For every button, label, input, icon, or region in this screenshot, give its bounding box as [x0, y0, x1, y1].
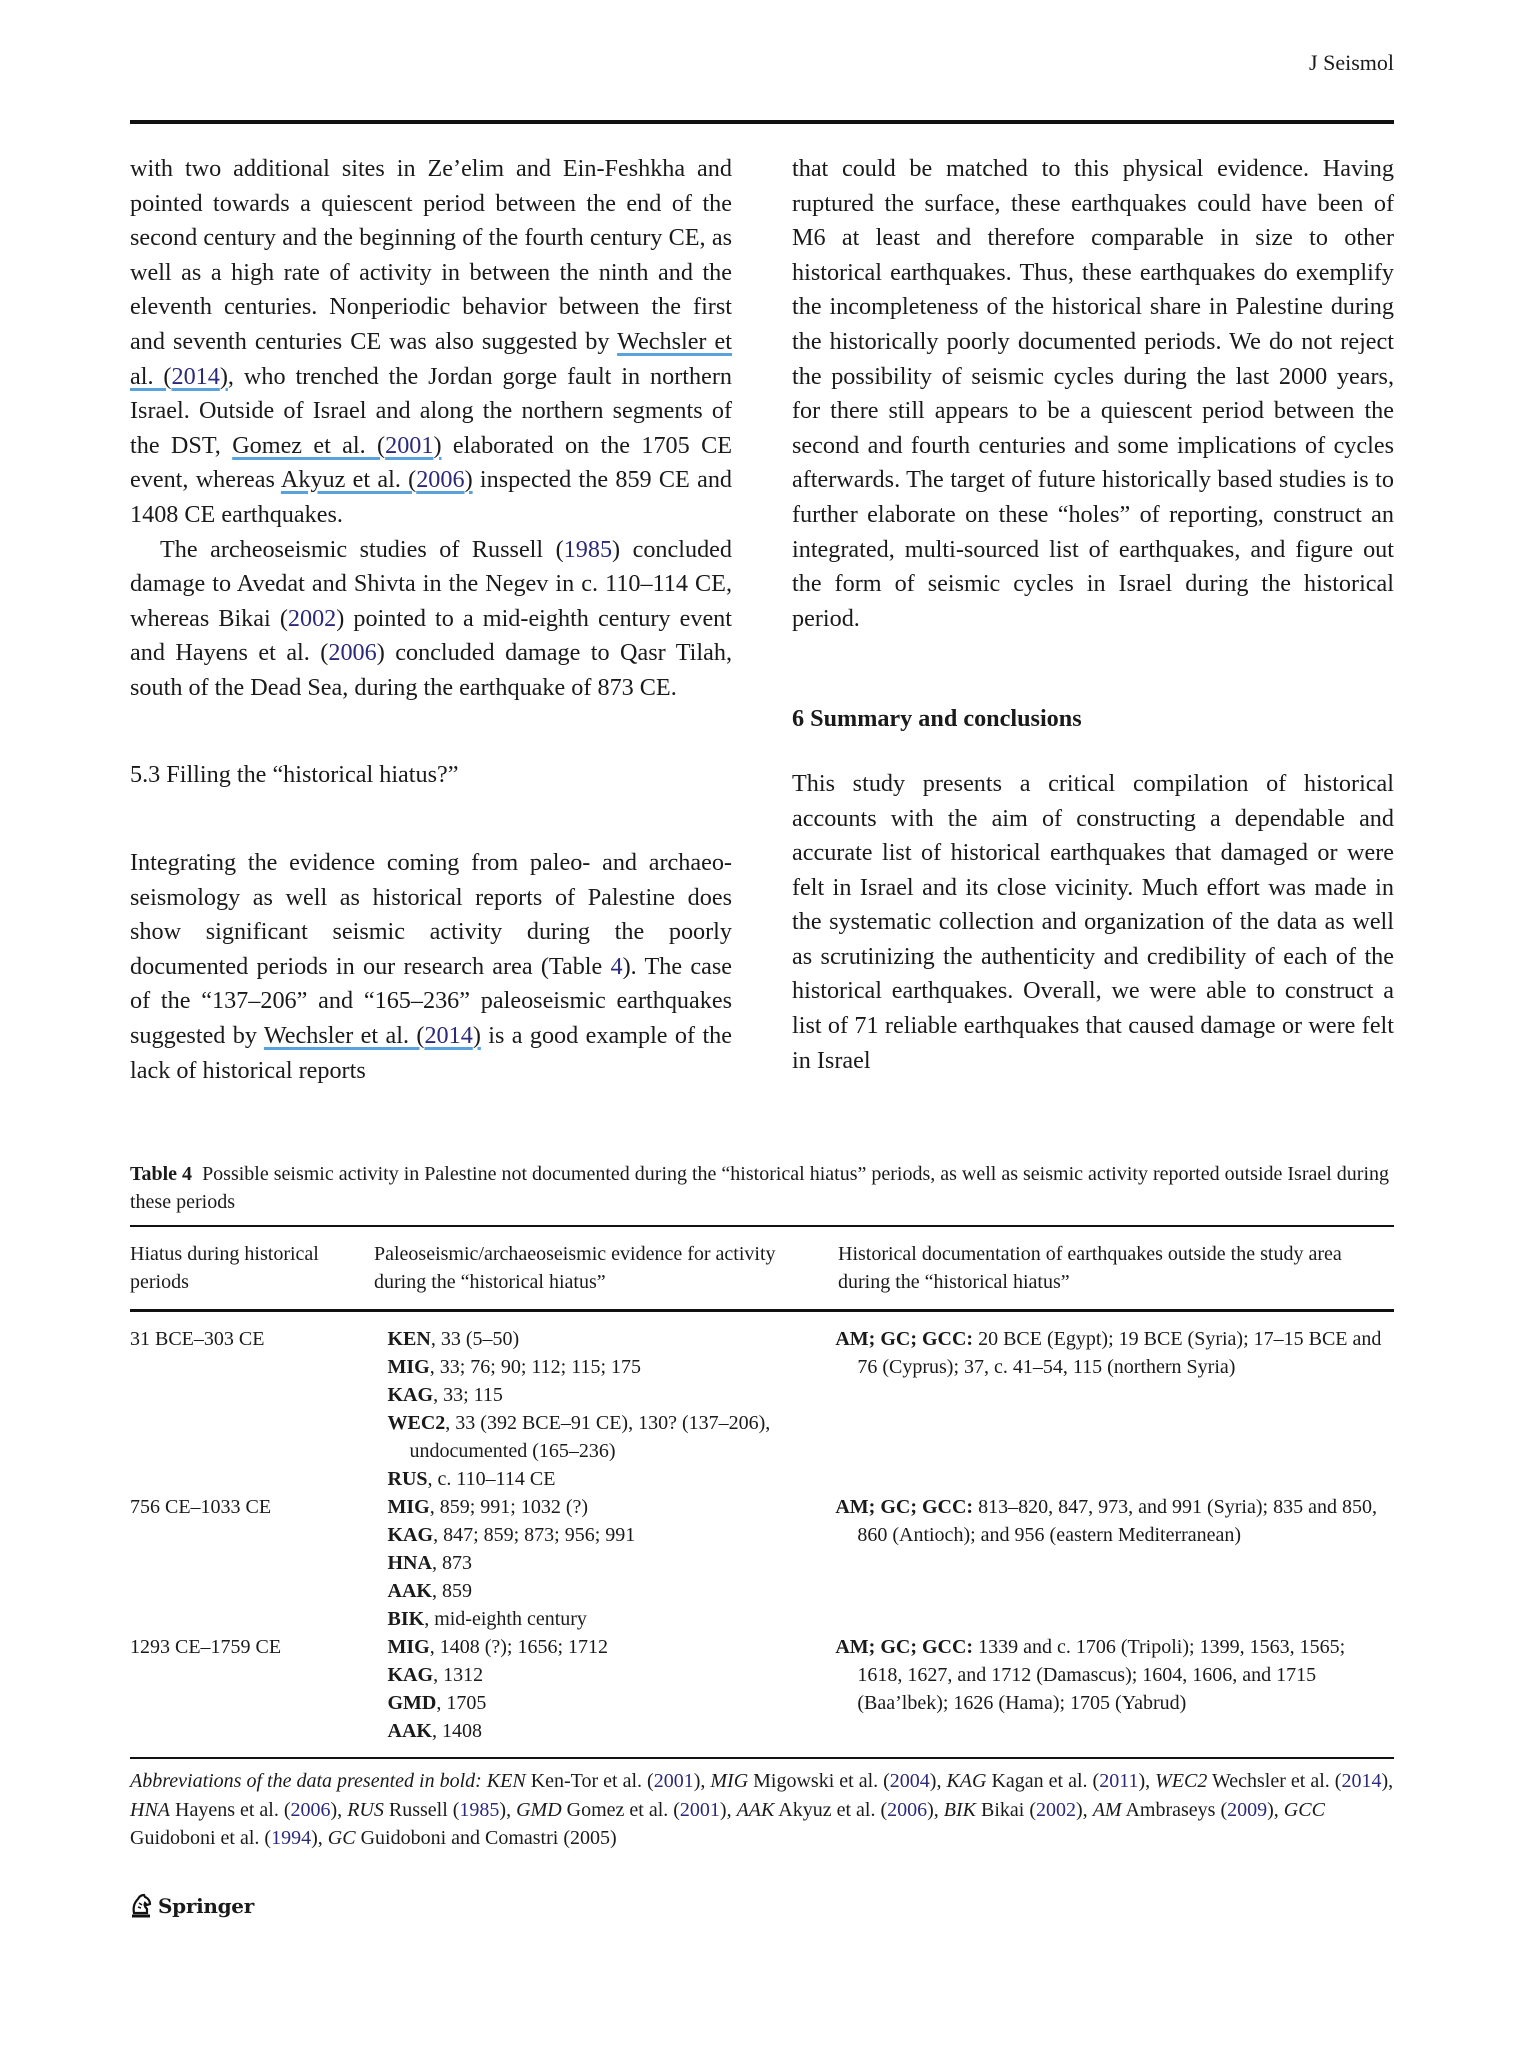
text-run: ), [1267, 1798, 1284, 1821]
evidence-abbr: HNA [387, 1552, 432, 1574]
text-run: Abbreviations of the data presented in bold: [130, 1770, 487, 1792]
citation-link[interactable]: 2006 [416, 466, 465, 494]
table-top-rule [130, 1225, 1394, 1227]
evidence-abbr: KAG [387, 1524, 434, 1546]
text-run: RUS [347, 1798, 384, 1821]
citation-year[interactable]: 2009 [1227, 1798, 1268, 1821]
text-run: AM [1092, 1798, 1122, 1821]
header-rule [130, 120, 1394, 124]
evidence-item: KAG, 33; 115 [387, 1384, 503, 1406]
text-run: ), [1076, 1798, 1093, 1821]
evidence-abbr: AAK [387, 1580, 432, 1602]
historical-cell: AM; GC; GCC: 813–820, 847, 973, and 991 (Syria); 835 and 850, 860 (Antioch); and 956 (eastern Mediterranean) [835, 1496, 1377, 1546]
source-abbr: AM; GC; GCC: [835, 1496, 974, 1518]
publisher-logo [130, 1893, 254, 1919]
citation-link[interactable]: ) [219, 362, 228, 390]
citation-link[interactable]: ) [472, 1022, 481, 1050]
table-header-hiatus: Hiatus during historical periods [130, 1243, 319, 1293]
text-run: ) concluded damage to Qasr Tilah, south of the Dead Sea, during the earthquake of 873 CE. [130, 639, 732, 701]
historical-cell: AM; GC; GCC: 20 BCE (Egypt); 19 BCE (Syria); 17–15 BCE and 76 (Cyprus); 37, c. 41–54, 115 (northern Syria) [835, 1328, 1382, 1378]
hiatus-period: 756 CE–1033 CE [130, 1496, 272, 1518]
citation-link[interactable]: Gomez et al. ( [232, 431, 386, 459]
evidence-abbr: RUS [387, 1468, 428, 1490]
text-run: is a good example of the lack of historical reports [130, 1022, 732, 1084]
hiatus-period: 1293 CE–1759 CE [130, 1636, 282, 1658]
evidence-abbr: MIG [387, 1636, 430, 1658]
text-run: GCC [1283, 1798, 1325, 1821]
text-run: ) pointed to a mid-eighth century event and Hayens et al. ( [130, 604, 732, 667]
evidence-abbr: BIK [387, 1608, 425, 1630]
evidence-item: BIK, mid-eighth century [387, 1608, 587, 1630]
text-run: Ambraseys ( [1121, 1798, 1228, 1821]
text-run: Integrating the evidence coming from paleo- and archaeo-seismology as well as historical reports of Palestine does show significant seismic activity during the poorly documented periods in our research area (Table [130, 849, 732, 980]
evidence-item: MIG, 859; 991; 1032 (?) [387, 1496, 589, 1518]
text-run: Guidoboni et al. ( [130, 1827, 272, 1849]
citation-link[interactable]: Wechsler et al. ( [263, 1022, 425, 1050]
section-heading-5-3: 5.3 Filling the “historical hiatus?” [130, 760, 459, 788]
source-abbr: AM; GC; GCC: [835, 1328, 974, 1350]
evidence-item: RUS, c. 110–114 CE [387, 1468, 556, 1490]
citation-link[interactable]: 2014 [424, 1022, 473, 1050]
historical-cell: AM; GC; GCC: 1339 and c. 1706 (Tripoli); 1399, 1563, 1565; 1618, 1627, and 1712 (Damascus); 1604, 1606, and 1715 (Baa’lbek); 1626 (Hama); 1705 (Yabrud) [835, 1636, 1346, 1714]
citation-year[interactable]: 2014 [1341, 1770, 1382, 1792]
text-run: ), [719, 1798, 737, 1821]
text-run: ), [311, 1827, 328, 1849]
citation-year[interactable]: 2006 [328, 639, 377, 667]
hiatus-period: 31 BCE–303 CE [130, 1328, 265, 1350]
evidence-cell [388, 1325, 836, 1493]
table-bottom-rule [130, 1757, 1394, 1759]
evidence-cell [388, 1633, 836, 1745]
paragraph: that could be matched to this physical evidence. Having ruptured the surface, these earthquakes could have been of M6 at least and therefore comparable in size to other historical earthquakes. Thus, these earthquakes do exemplify the incompleteness of the historical share in Palestine during the historically poorly documented periods. We do not reject the possibility of seismic cycles during the last 2000 years, for there still appears to be a quiescent period between the second and fourth centuries and some implications of cycles afterwards. The target of future historically based studies is to further elaborate on these “holes” of reporting, construct an integrated, multi-sourced list of earthquakes, and figure out the form of seismic cycles in Israel during the historical period. [792, 155, 1394, 632]
text-run: BIK [943, 1798, 977, 1821]
evidence-item: MIG, 1408 (?); 1656; 1712 [387, 1636, 609, 1658]
evidence-abbr: MIG [387, 1356, 430, 1378]
evidence-abbr: AAK [387, 1720, 432, 1742]
text-run: HNA [130, 1798, 170, 1821]
text-run: ), [693, 1770, 711, 1792]
evidence-item: GMD, 1705 [387, 1692, 487, 1714]
citation-year[interactable]: 1985 [459, 1798, 500, 1821]
evidence-item: HNA, 873 [387, 1552, 472, 1574]
citation-link[interactable]: Wechsler et al. ( [130, 327, 732, 390]
evidence-item: AAK, 1408 [387, 1720, 482, 1742]
text-run: ), [499, 1798, 517, 1821]
table-row [130, 1633, 1394, 1745]
text-run: KAG [946, 1770, 987, 1792]
text-run: ), [927, 1798, 944, 1821]
running-title: J Seismol [1309, 50, 1394, 75]
text-run: ), [330, 1798, 348, 1821]
citation-link[interactable]: Akyuz et al. ( [280, 466, 417, 494]
text-run: Wechsler et al. ( [1207, 1770, 1342, 1792]
text-run: ) concluded damage to Avedat and Shivta in the Negev in c. 110–114 CE, whereas Bikai ( [130, 535, 732, 632]
evidence-abbr: WEC2 [387, 1412, 446, 1434]
citation-year[interactable]: 2006 [290, 1798, 331, 1821]
citation-link[interactable]: 2001 [385, 431, 434, 459]
left-column [130, 152, 732, 1088]
evidence-abbr: MIG [387, 1496, 430, 1518]
citation-year[interactable]: 2011 [1099, 1770, 1139, 1792]
citation-year[interactable]: 2006 [887, 1798, 928, 1821]
evidence-item: MIG, 33; 76; 90; 112; 115; 175 [387, 1356, 642, 1378]
citation-year[interactable]: 2002 [287, 604, 337, 632]
text-run: The archeoseismic studies of Russell ( [160, 535, 564, 563]
evidence-abbr: KAG [387, 1384, 434, 1406]
text-run: , who trenched the Jordan gorge fault in northern Israel. Outside of Israel and along the northern segments of the DST, [130, 362, 732, 459]
text-run: elaborated on the 1705 CE event, whereas [130, 431, 732, 494]
text-run: with two additional sites in Ze’elim and Ein-Feshkha and pointed towards a quiescent period between the end of the second century and the beginning of the fourth century CE, as well as a high rate of activity in between the ninth and the eleventh centuries. Nonperiodic behavior between the first and seventh centuries CE was also suggested by [130, 155, 732, 355]
evidence-abbr: KEN [387, 1328, 431, 1350]
text-run: Kagan et al. ( [986, 1770, 1100, 1792]
table-caption-text: Possible seismic activity in Palestine not documented during the “historical hiatus” periods, as well as seismic activity reported outside Israel during these periods [130, 1163, 1390, 1213]
citation-year[interactable]: 1985 [563, 535, 613, 563]
table-label: Table 4 [130, 1163, 193, 1185]
text-run: ). The case of the “137–206” and “165–236” paleoseismic earthquakes suggested by [130, 952, 732, 1050]
text-run: MIG [710, 1770, 749, 1792]
table-body [130, 1325, 1394, 1745]
citation-year[interactable]: 2004 [889, 1770, 930, 1792]
text-run: Hayens et al. ( [170, 1798, 291, 1821]
evidence-abbr: GMD [387, 1692, 437, 1714]
text-run: Bikai ( [976, 1798, 1037, 1821]
text-run: Akyuz et al. ( [774, 1798, 888, 1821]
citation-link[interactable]: ) [464, 466, 473, 494]
paragraph [130, 533, 732, 706]
citation-year[interactable]: 1994 [271, 1827, 312, 1849]
text-run: GC [327, 1827, 356, 1849]
citation-year[interactable]: 2001 [679, 1798, 720, 1821]
citation-year[interactable]: 4 [610, 952, 623, 980]
table-caption [130, 1160, 1394, 1216]
springer-knight-icon [130, 1893, 152, 1919]
table-header-evidence: Paleoseismic/archaeoseismic evidence for activity during the “historical hiatus” [374, 1243, 776, 1293]
text-run: Migowski et al. ( [748, 1770, 890, 1792]
citation-year[interactable]: 2001 [653, 1770, 694, 1792]
table-header-historical: Historical documentation of earthquakes outside the study area during the “historical hiatus” [838, 1243, 1342, 1293]
text-run: KEN [486, 1770, 526, 1792]
paragraph [130, 152, 732, 533]
source-abbr: AM; GC; GCC: [835, 1636, 974, 1658]
citation-link[interactable]: 2014 [171, 362, 220, 390]
section-heading-6: 6 Summary and conclusions [792, 705, 1082, 733]
text-run: WEC2 [1155, 1770, 1208, 1792]
text-run: ), [1138, 1770, 1156, 1792]
evidence-item: AAK, 859 [387, 1580, 472, 1602]
evidence-item: KAG, 1312 [387, 1664, 484, 1686]
evidence-item: KAG, 847; 859; 873; 956; 991 [387, 1524, 636, 1546]
evidence-abbr: KAG [387, 1664, 434, 1686]
text-run: ), [929, 1770, 947, 1792]
text-run: GMD [516, 1798, 562, 1821]
table-footnote [130, 1767, 1394, 1853]
text-run: Guidoboni and Comastri (2005) [355, 1827, 617, 1849]
evidence-cell [388, 1493, 836, 1633]
evidence-item: WEC2, 33 (392 BCE–91 CE), 130? (137–206), undocumented (165–236) [387, 1412, 771, 1462]
text-run: inspected the 859 CE and 1408 CE earthquakes. [130, 466, 733, 528]
text-run: Russell ( [383, 1798, 460, 1821]
text-run: ), [1381, 1770, 1394, 1792]
table-row [130, 1493, 1394, 1633]
text-run: Gomez et al. ( [561, 1798, 680, 1821]
text-run: Ken-Tor et al. ( [525, 1770, 654, 1792]
text-run: AAK [736, 1798, 775, 1821]
right-column [792, 152, 1394, 1078]
paragraph [130, 846, 732, 1088]
publisher-name: Springer [158, 1894, 254, 1918]
citation-year[interactable]: 2002 [1036, 1798, 1077, 1821]
evidence-item: KEN, 33 (5–50) [387, 1328, 520, 1350]
table-header-rule [130, 1309, 1394, 1312]
paragraph: This study presents a critical compilation of historical accounts with the aim of constructing a dependable and accurate list of historical earthquakes that damaged or were felt in Israel and its close vicinity. Much effort was made in the systematic collection and organization of the data as well as scrutinizing the authenticity and credibility of each of the historical earthquakes. Overall, we were able to construct a list of 71 reliable earthquakes that caused damage or were felt in Israel [792, 769, 1394, 1074]
table-row [130, 1325, 1394, 1493]
citation-link[interactable]: ) [433, 431, 442, 459]
